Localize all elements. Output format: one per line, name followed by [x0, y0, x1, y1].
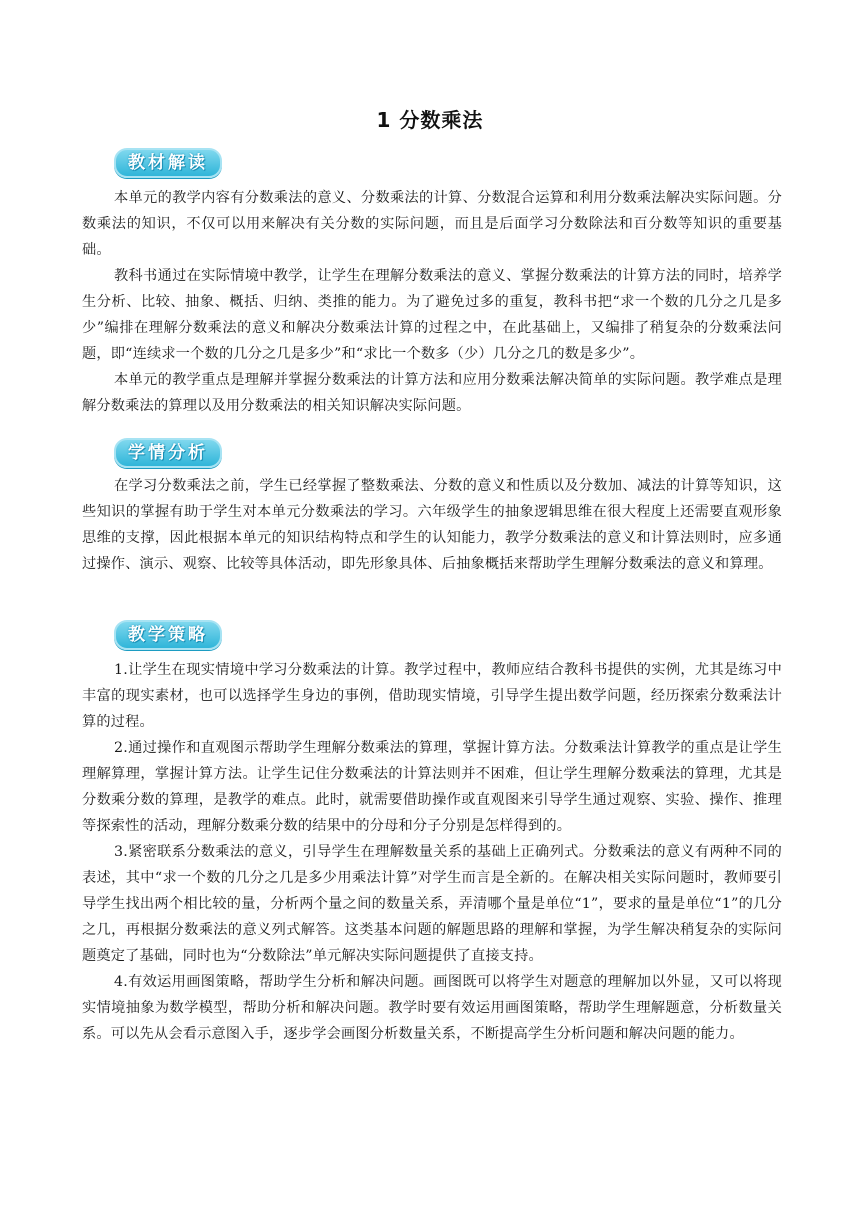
page-title: 1 分数乘法 [376, 108, 484, 132]
section-heading-badge: 学情分析 [114, 438, 222, 468]
paragraph: 3.紧密联系分数乘法的意义，引导学生在理解数量关系的基础上正确列式。分数乘法的意义有两种不同的表述，其中“求一个数的几分之几是多少用乘法计算”对学生而言是全新的。在解决相关实际问题时，教师要引导学生找出两个相比较的量，分析两个量之间的数量关系，弄清哪个量是单位“1”，要求的量是单位“1”的几分之几，再根据分数乘法的意义列式解答。这类基本问题的解题思路的理解和掌握，为学生解决稍复杂的实际问题奠定了基础，同时也为“分数除法”单元解决实际问题提供了直接支持。 [82, 844, 782, 964]
section-heading-badge: 教学策略 [114, 620, 222, 650]
paragraph: 本单元的教学重点是理解并掌握分数乘法的计算方法和应用分数乘法解决简单的实际问题。教学难点是理解分数乘法的算理以及用分数乘法的相关知识解决实际问题。 [82, 372, 782, 414]
paragraph: 2.通过操作和直观图示帮助学生理解分数乘法的算理，掌握计算方法。分数乘法计算教学的重点是让学生理解算理，掌握计算方法。让学生记住分数乘法的计算法则并不困难，但让学生理解分数乘法的算理，尤其是分数乘分数的算理，是教学的难点。此时，就需要借助操作或直观图来引导学生通过观察、实验、操作、推理等探索性的活动，理解分数乘分数的结果中的分母和分子分别是怎样得到的。 [82, 740, 782, 834]
paragraph: 在学习分数乘法之前，学生已经掌握了整数乘法、分数的意义和性质以及分数加、减法的计算等知识，这些知识的掌握有助于学生对本单元分数乘法的学习。六年级学生的抽象逻辑思维在很大程度上还需要直观形象思维的支撑，因此根据本单元的知识结构特点和学生的认知能力，教学分数乘法的意义和计算法则时，应多通过操作、演示、观察、比较等具体活动，即先形象具体、后抽象概括来帮助学生理解分数乘法的意义和算理。 [82, 478, 782, 572]
paragraph: 4.有效运用画图策略，帮助学生分析和解决问题。画图既可以将学生对题意的理解加以外显，又可以将现实情境抽象为数学模型，帮助分析和解决问题。教学时要有效运用画图策略，帮助学生理解题意，分析数量关系。可以先从会看示意图入手，逐步学会画图分析数量关系，不断提高学生分析问题和解决问题的能力。 [82, 974, 782, 1042]
paragraph: 教科书通过在实际情境中教学，让学生在理解分数乘法的意义、掌握分数乘法的计算方法的同时，培养学生分析、比较、抽象、概括、归纳、类推的能力。为了避免过多的重复，教科书把“求一个数的几分之几是多少”编排在理解分数乘法的意义和解决分数乘法计算的过程之中，在此基础上，又编排了稍复杂的分数乘法问题，即“连续求一个数的几分之几是多少”和“求比一个数多（少）几分之几的数是多少”。 [82, 268, 782, 362]
section-teaching-strategy [82, 620, 782, 1047]
paragraph: 1.让学生在现实情境中学习分数乘法的计算。教学过程中，教师应结合教科书提供的实例，尤其是练习中丰富的现实素材，也可以选择学生身边的事例，借助现实情境，引导学生提出数学问题，经历探索分数乘法计算的过程。 [82, 662, 782, 730]
section-textbook-interpretation [82, 148, 782, 419]
section-learning-analysis [82, 438, 782, 577]
section-heading-badge: 教材解读 [114, 148, 222, 178]
paragraph: 本单元的教学内容有分数乘法的意义、分数乘法的计算、分数混合运算和利用分数乘法解决实际问题。分数乘法的知识，不仅可以用来解决有关分数的实际问题，而且是后面学习分数除法和百分数等知识的重要基础。 [82, 190, 782, 258]
